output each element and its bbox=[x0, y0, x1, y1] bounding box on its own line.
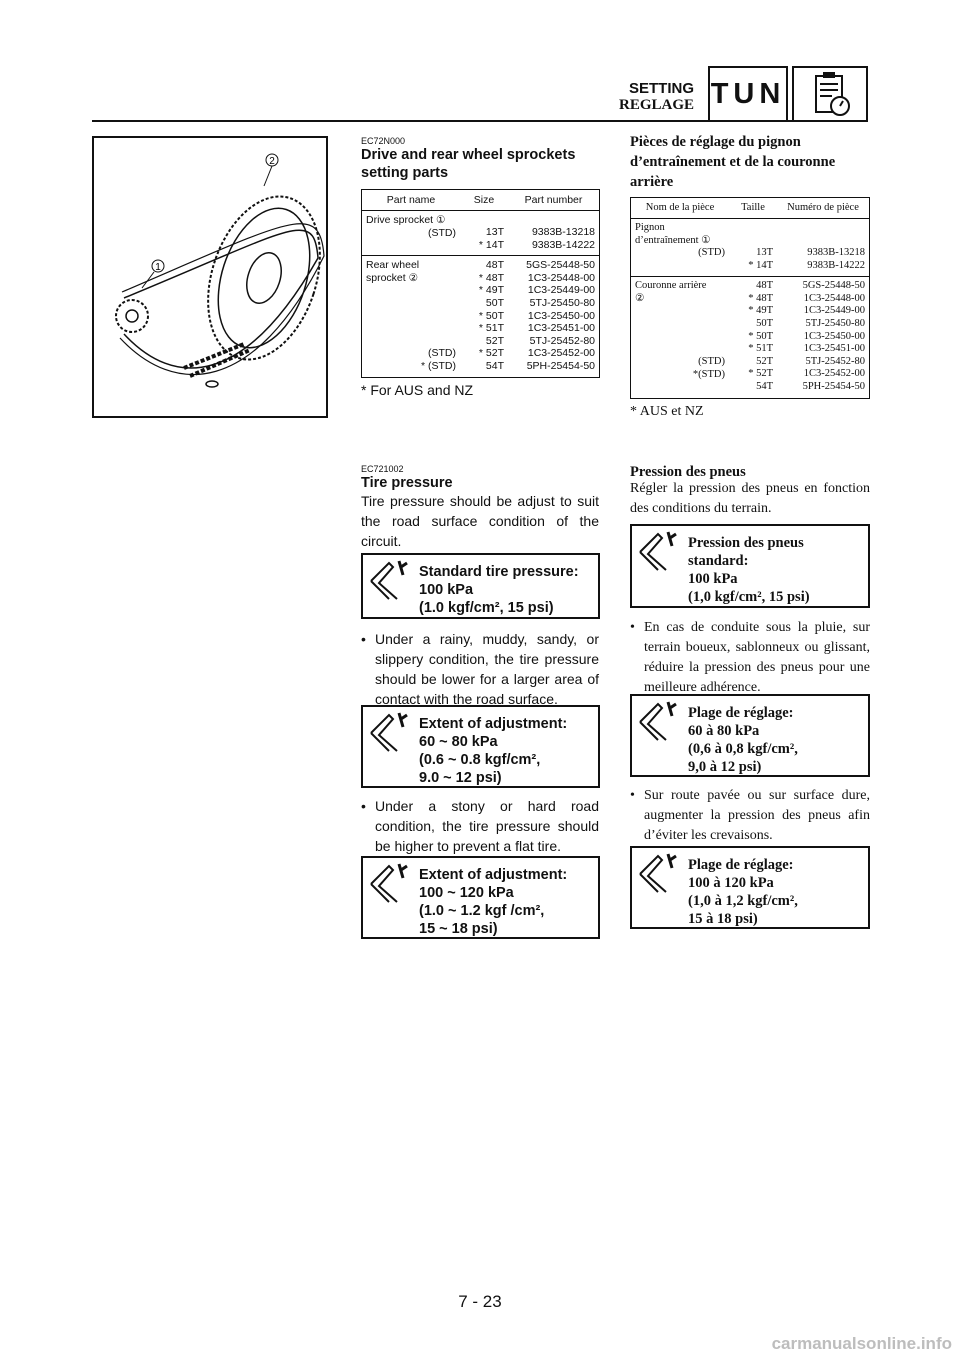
part-name: Pignon d’entraînement ① bbox=[635, 222, 711, 246]
spec-box-adjustment-low-en bbox=[361, 705, 600, 788]
spec-text: Standard tire pressure: 100 kPa (1.0 kgf/cm², 15 psi) bbox=[419, 564, 579, 616]
bullet-rainy-en: • Under a rainy, muddy, sandy, or slippery condition, the tire pressure should be lower for a larger area of contact with the road surface. bbox=[361, 629, 599, 709]
part-number: 5GS-25448-50 1C3-25448-00 1C3-25449-00 5TJ-25450-80 1C3-25450-00 1C3-25451-00 5TJ-25452-80 1C3-25452-00 5PH-25454-50 bbox=[508, 256, 600, 377]
wrench-spec-icon bbox=[367, 559, 415, 607]
sprockets-heading-fr: Pièces de réglage du pignon d’entraînement et de la couronne arrière bbox=[630, 134, 836, 190]
spec-text: Plage de réglage: 60 à 80 kPa (0,6 à 0,8 kgf/cm², 9,0 à 12 psi) bbox=[688, 705, 798, 775]
part-number: 5GS-25448-50 1C3-25448-00 1C3-25449-00 5TJ-25450-80 1C3-25450-00 1C3-25451-00 5TJ-25452-80 1C3-25452-00 5PH-25454-50 bbox=[777, 277, 870, 398]
col-numero-piece: Numéro de pièce bbox=[777, 198, 870, 219]
spec-box-adjustment-low-fr bbox=[630, 694, 870, 777]
part-size: 48T * 48T * 49T 50T * 50T * 51T 52T * 52T 54T bbox=[729, 277, 777, 398]
part-size: 13T * 14T bbox=[478, 226, 504, 251]
watermark: carmanualsonline.info bbox=[771, 1334, 952, 1353]
section-code-tire: EC721002 bbox=[361, 464, 404, 474]
table-row bbox=[631, 219, 870, 277]
part-std: (STD) bbox=[428, 226, 456, 239]
part-size: 48T * 48T * 49T 50T * 50T * 51T 52T * 52T 54T bbox=[460, 256, 508, 377]
col-part-name: Part name bbox=[362, 190, 461, 211]
sprockets-note-fr: * AUS et NZ bbox=[630, 404, 704, 419]
part-number: 9383B-13218 9383B-14222 bbox=[807, 247, 865, 271]
sprockets-note-en: * For AUS and NZ bbox=[361, 382, 474, 398]
spec-box-adjustment-high-fr bbox=[630, 846, 870, 929]
spec-box-standard-pressure-fr bbox=[630, 524, 870, 608]
part-size: 13T * 14T bbox=[748, 247, 773, 271]
table-row bbox=[631, 277, 870, 398]
spec-text: Plage de réglage: 100 à 120 kPa (1,0 à 1,2 kgf/cm², 15 à 18 psi) bbox=[688, 857, 798, 927]
part-number: 9383B-13218 9383B-14222 bbox=[531, 226, 595, 251]
bullet-stony-fr: • Sur route pavée ou sur surface dure, augmenter la pression des pneus afin d’éviter les crevaisons. bbox=[630, 786, 870, 846]
callout-2: 2 bbox=[269, 156, 275, 167]
wrench-spec-icon bbox=[636, 700, 684, 748]
spec-text: Pression des pneus standard: 100 kPa (1,0 kgf/cm², 15 psi) bbox=[688, 535, 810, 605]
spec-box-standard-pressure-en bbox=[361, 553, 600, 619]
sprocket-chain-diagram bbox=[92, 136, 328, 418]
header-title-en: SETTING bbox=[628, 80, 694, 97]
tire-intro-fr: Régler la pression des pneus en fonction des conditions du terrain. bbox=[630, 481, 870, 516]
tire-heading-en: Tire pressure bbox=[361, 475, 453, 491]
table-row bbox=[362, 211, 600, 256]
col-size: Size bbox=[460, 190, 508, 211]
bullet-rainy-fr: • En cas de conduite sous la pluie, sur terrain boueux, sablonneux ou glissant, réduire la pression des pneus pour une meilleure adhérence. bbox=[630, 618, 870, 698]
bullet-stony-en: • Under a stony or hard road condition, the tire pressure should be higher to prevent a flat tire. bbox=[361, 796, 599, 856]
part-name: Couronne arrière ② bbox=[635, 280, 707, 304]
section-code-sprockets: EC72N000 bbox=[361, 136, 406, 146]
sprocket-parts-table-fr bbox=[630, 197, 870, 399]
clipboard-stopwatch-icon bbox=[792, 66, 868, 122]
table-row bbox=[362, 256, 600, 377]
spec-text: Extent of adjustment: 100 ~ 120 kPa (1.0 ~ 1.2 kgf /cm², 15 ~ 18 psi) bbox=[419, 867, 568, 937]
wrench-spec-icon bbox=[636, 852, 684, 900]
wrench-spec-icon bbox=[367, 711, 415, 759]
part-std: (STD) * (STD) bbox=[421, 347, 456, 372]
part-name: Drive sprocket ① bbox=[366, 214, 446, 226]
col-nom-piece: Nom de la pièce bbox=[631, 198, 730, 219]
header-rule bbox=[92, 120, 868, 122]
wrench-spec-icon bbox=[636, 530, 684, 578]
callout-1: 1 bbox=[155, 262, 161, 273]
section-code-badge: TUN bbox=[708, 66, 788, 122]
col-part-number: Part number bbox=[508, 190, 600, 211]
spec-text: Extent of adjustment: 60 ~ 80 kPa (0.6 ~ 0.8 kgf/cm², 9.0 ~ 12 psi) bbox=[419, 716, 568, 786]
part-std: (STD) bbox=[698, 247, 725, 259]
page-number: 7 - 23 bbox=[458, 1292, 502, 1311]
part-std: (STD) *(STD) bbox=[692, 356, 725, 380]
sprocket-parts-table-en bbox=[361, 189, 600, 378]
col-taille: Taille bbox=[729, 198, 777, 219]
tire-heading-fr: Pression des pneus bbox=[630, 464, 746, 480]
header-title-fr: REGLAGE bbox=[618, 97, 694, 113]
spec-box-adjustment-high-en bbox=[361, 856, 600, 939]
tire-intro-en: Tire pressure should be adjust to suit the road surface condition of the circuit. bbox=[361, 493, 599, 549]
sprockets-heading-en: Drive and rear wheel sprockets setting parts bbox=[361, 147, 576, 181]
part-name: Rear wheel sprocket ② bbox=[366, 259, 420, 284]
wrench-spec-icon bbox=[367, 862, 415, 910]
